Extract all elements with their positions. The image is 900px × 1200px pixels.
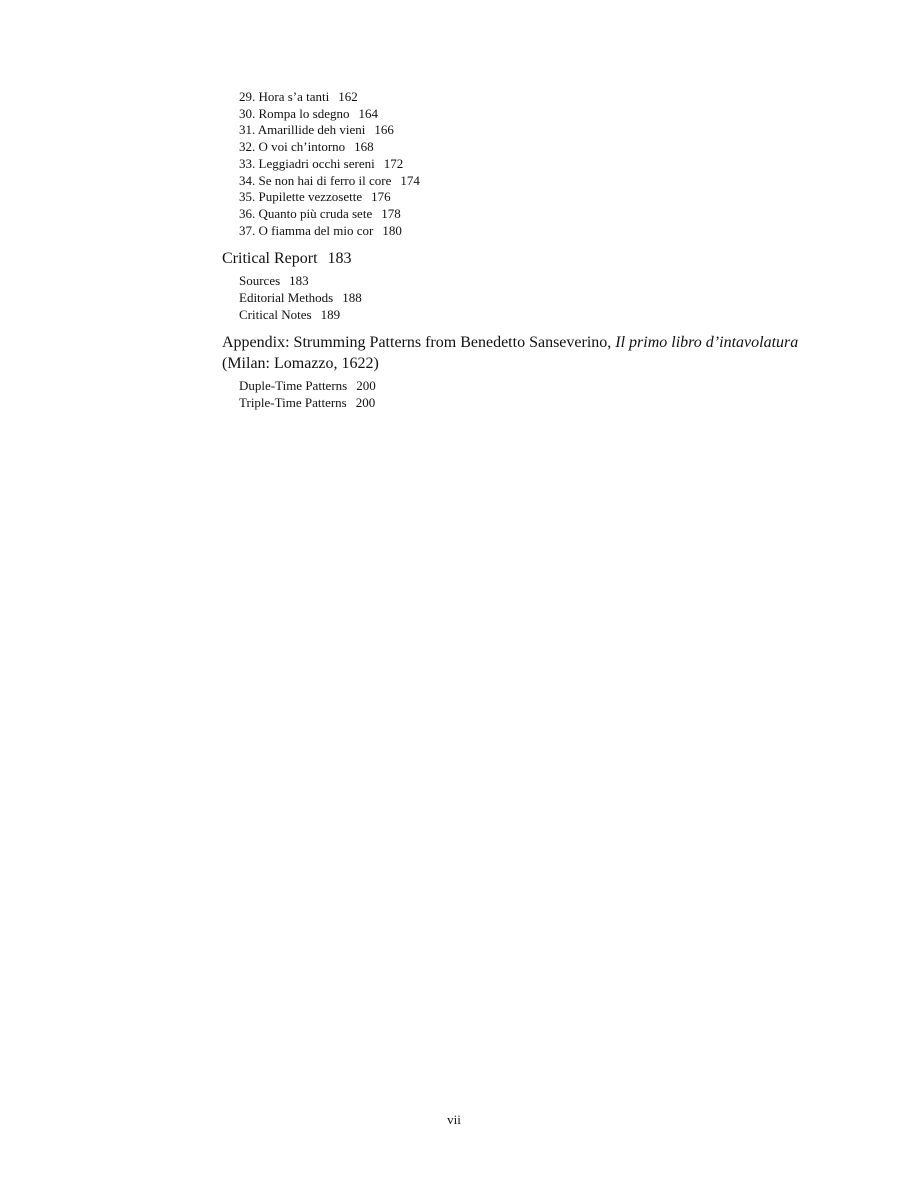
critical-report-list [239, 273, 862, 323]
toc-entry-page: 188 [342, 290, 362, 306]
appendix-list [239, 378, 862, 411]
toc-entry [239, 223, 862, 240]
toc-entry-page: 168 [354, 139, 374, 155]
appendix-title-italic: Il primo libro d’intavolatura [615, 334, 799, 352]
toc-entry [239, 378, 862, 395]
toc-entry-title: 29. Hora s’a tanti [239, 89, 330, 104]
toc-entry [239, 307, 862, 324]
appendix-title-prefix: Appendix: Strumming Patterns from Benedetto Sanseverino, [222, 334, 612, 352]
toc-entry-title: 37. O fiamma del mio cor [239, 222, 374, 238]
toc-entry-page: 178 [381, 205, 401, 221]
toc-entry [239, 139, 862, 156]
toc-entry-page: 189 [320, 306, 341, 322]
section-page: 183 [327, 250, 352, 268]
toc-entry-page: 176 [371, 189, 391, 205]
critical-report-heading [222, 248, 862, 269]
page-number: vii [447, 1112, 461, 1127]
toc-entry-page: 174 [400, 172, 420, 188]
toc-entry-page: 180 [382, 222, 402, 238]
toc-entry-page: 166 [374, 122, 394, 138]
toc-entry [239, 395, 862, 412]
toc-entry [239, 189, 862, 206]
toc-entry-title: Critical Notes [239, 306, 312, 322]
toc-entry-page: 200 [355, 395, 376, 411]
toc-entry-title: Sources [239, 273, 281, 289]
appendix-heading [222, 332, 862, 374]
toc-entry-title: 36. Quanto più cruda sete [239, 205, 373, 221]
toc-entry-title: Editorial Methods [239, 290, 334, 306]
section-title: Critical Report [222, 250, 318, 268]
toc-entry [239, 122, 862, 139]
toc-entry [239, 106, 862, 123]
toc-entry-page: 172 [383, 155, 404, 171]
toc-entry [239, 273, 862, 290]
toc-entry-title: 30. Rompa lo sdegno [239, 105, 350, 121]
toc-entry-title: 31. Amarillide deh vieni [239, 122, 366, 138]
toc-entry-title: 34. Se non hai di ferro il core [239, 172, 392, 188]
toc-entry-title: 32. O voi ch’intorno [239, 139, 346, 155]
toc-entry-page: 183 [289, 273, 309, 289]
toc-entry [239, 206, 862, 223]
toc-entry-page: 200 [356, 378, 376, 394]
toc-entry-title: 33. Leggiadri occhi sereni [239, 155, 375, 171]
song-list [239, 89, 862, 239]
toc-entry [239, 89, 862, 106]
toc-entry [239, 173, 862, 190]
table-of-contents [222, 89, 862, 412]
toc-entry [239, 156, 862, 173]
appendix-title-suffix: (Milan: Lomazzo, 1622) [222, 355, 379, 373]
toc-entry-title: Duple-Time Patterns [239, 378, 348, 394]
toc-entry-title: Triple-Time Patterns [239, 395, 347, 411]
toc-entry-page: 162 [338, 89, 358, 104]
toc-entry-page: 164 [358, 105, 378, 121]
toc-entry-title: 35. Pupilette vezzosette [239, 189, 363, 205]
toc-entry [239, 290, 862, 307]
